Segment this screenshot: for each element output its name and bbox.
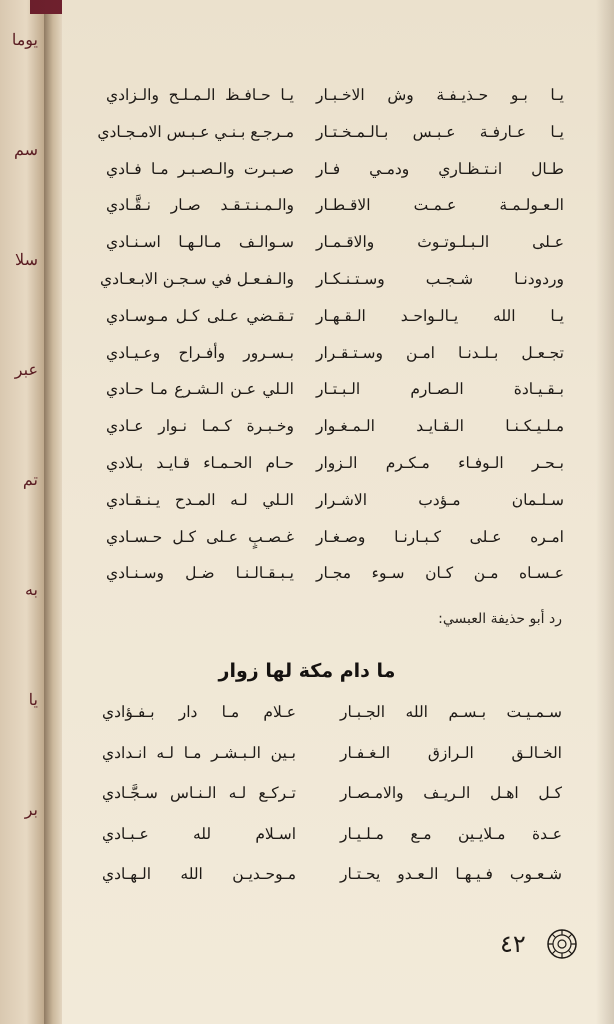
verse-second-hemistich: حـام الحـمـاء قـايـد بـلادي [106,454,294,472]
verse-first-hemistich: بـحـر الـوفـاء مـكـرم الـزوار [316,454,564,472]
verse-first-hemistich: الخـالـق الـرازق الـغـفـار [340,743,562,762]
verse-second-hemistich: يـا حـافـظ الـمـلـح والـزادي [106,86,294,104]
verse-second-hemistich: سـوالـف مـالـهـا اسـنـادي [106,233,294,252]
verse-first-hemistich: يـا الله يـالـواحـد الـقـهـار [316,306,564,325]
verse-second-hemistich: تـقـضي عـلى كـل مـوسـادي [106,306,294,325]
adjacent-page-text: يوما [11,30,38,49]
adjacent-page-text: عبر [14,360,38,379]
adjacent-page-text: سم [13,140,38,159]
adjacent-page-text: بر [24,800,38,819]
verse-first-hemistich: طـال انـتـظـاري ودمـي فـار [316,159,564,178]
page-number: ٤٢ [500,930,526,958]
verse-second-hemistich: يـبـقـالـنـا ضـل وسـنـادي [106,564,294,583]
verse-first-hemistich: سـلـمان مـؤدب الاشـرار [316,490,564,509]
verse-first-hemistich: عـدة مـلايـين مـع مـلـيـار [340,824,562,843]
verse-second-hemistich: الـلي عـن الـشـرع مـا حـادي [106,380,294,399]
verse-second-hemistich: غـصـبٍ عـلى كـل حـسـادي [106,527,294,546]
second-poem-title: ما دام مكة لها زوار [218,660,396,682]
book-binding [44,0,64,1024]
verse-first-hemistich: امـره عـلى كـبـارنـا وصـغـار [316,527,564,546]
verse-second-hemistich: بـين الـبـشـر مـا لـه انـدادي [102,743,296,762]
verse-second-hemistich: بـسـرور وأفـراح وعـيـادي [106,343,294,362]
verse-first-hemistich: وردودنـا شـجـب وسـتـنـكـار [316,270,564,288]
verse-first-hemistich: الـعـولـمـة عـمـت الاقـطـار [316,196,564,215]
adjacent-page-text: به [24,580,38,599]
ornament-icon [546,928,578,960]
adjacent-page-strip [0,0,44,1024]
verse-first-hemistich: بـقـيـادة الـصـارم الـبـتـار [316,380,564,399]
verse-first-hemistich: عـلى الـبـلـوتـوث والاقـمـار [316,233,564,252]
verse-first-hemistich: عـسـاه مـن كـان سـوء مجـار [316,564,564,583]
verse-second-hemistich: مـرجـع بـنـي عـبـس الامـجـادي [97,122,294,141]
verse-first-hemistich: مـلـيـكـنـا الـقـايـد الـمـغـوار [316,417,564,436]
verse-second-hemistich: عـلام مـا دار بـفـؤادي [102,703,296,721]
reply-label: رد أبو حذيفة العبسي: [438,611,562,627]
verse-second-hemistich: وخـبـرة كـمـا نـوار عـادي [106,417,294,436]
verse-first-hemistich: يـا عـارفـة عـبـس بـالـمـخـتـار [316,122,564,141]
verse-second-hemistich: والـفـعـل في سـجـن الابـعـادي [100,270,294,288]
verse-first-hemistich: شـعـوب فـيـهـا الـعـدو يحـتـار [340,865,562,883]
verse-second-hemistich: والـمـنـتـقـد صـار نـقَّـادي [106,196,294,215]
verse-first-hemistich: سـمـيـت بـسـم الله الجـبـار [340,703,562,721]
verse-second-hemistich: الـلي لـه المـدح يـنـقـادي [106,490,294,509]
verse-first-hemistich: تجـعـل بـلـدنـا امـن وسـتـقـرار [316,343,564,362]
verse-second-hemistich: اسـلام لله عـبـادي [102,824,296,843]
adjacent-page-text: يا [28,690,38,709]
verse-first-hemistich: يـا بـو حـذيـفـة وش الاخـبـار [316,86,564,104]
adjacent-page-text: سلا [15,250,38,269]
verse-second-hemistich: تـركـع لـه الـنـاس سـجَّـادي [102,784,296,802]
adjacent-page-text: تم [22,470,38,489]
verse-second-hemistich: مـوحـديـن الله الـهـادي [102,865,296,883]
verse-first-hemistich: كـل اهـل الـريـف والامـصـار [340,784,562,802]
verse-second-hemistich: صـبـرت والـصـبـر مـا فـادي [106,159,294,178]
